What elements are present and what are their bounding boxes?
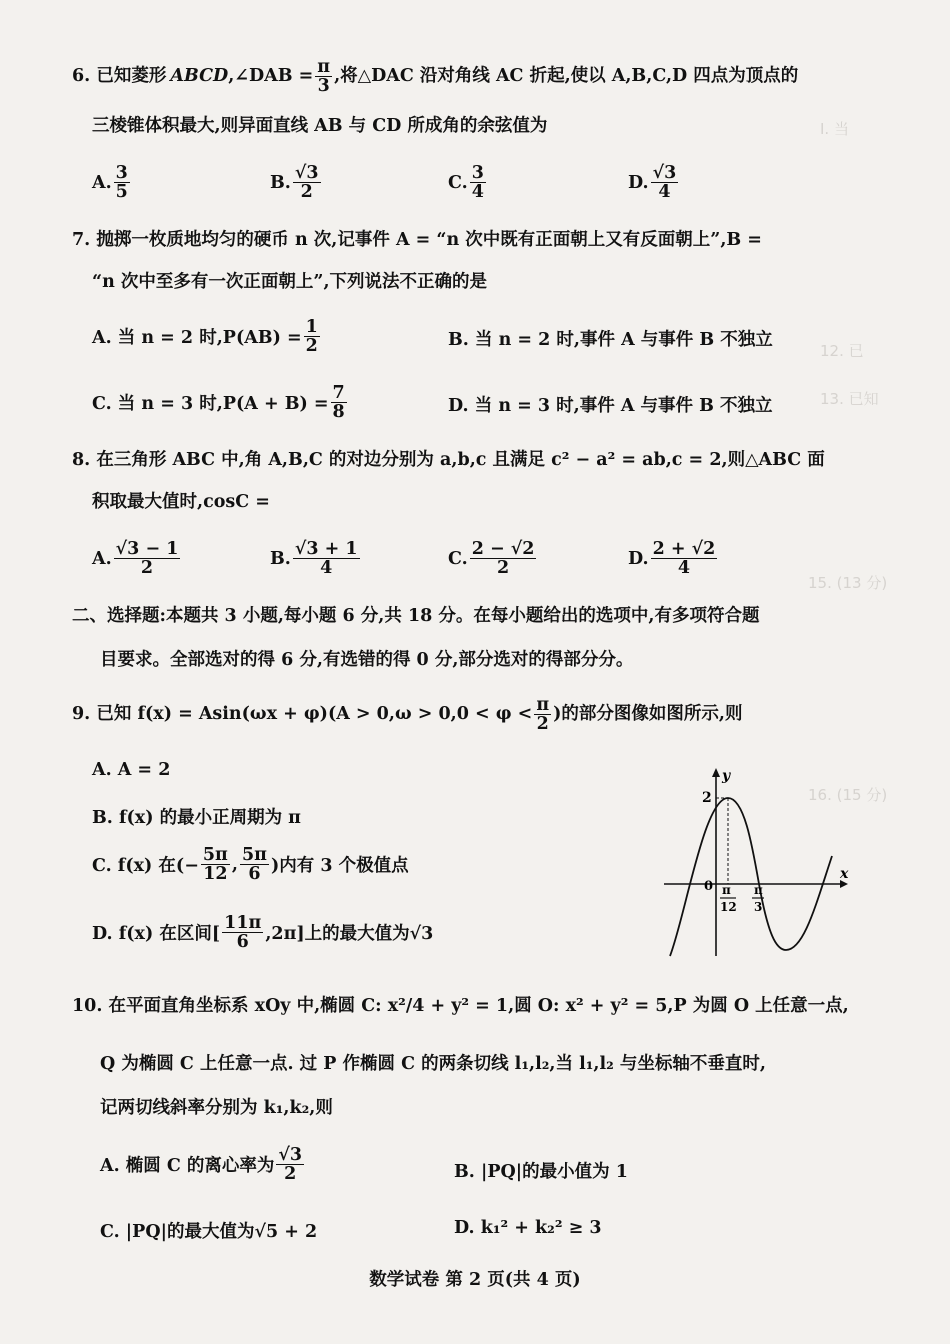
q10-line3: 记两切线斜率分别为 k₁,k₂,则 xyxy=(100,1098,333,1118)
q10-a-den: 2 xyxy=(284,1164,297,1185)
q6-line2: 三棱锥体积最大,则异面直线 AB 与 CD 所成角的余弦值为 xyxy=(92,116,548,136)
q7-a-num: 1 xyxy=(305,317,318,337)
x-tick2-num: π xyxy=(754,883,763,897)
q6-frac-den: 3 xyxy=(317,76,330,97)
y-axis-arrow xyxy=(712,768,720,777)
bleed-through-mark: I. 当 xyxy=(820,120,849,138)
q8-option-label: C. xyxy=(448,548,468,569)
q6-option-label: D. xyxy=(628,172,649,193)
q7-c-den: 8 xyxy=(332,402,345,423)
q10-line1: 10. 在平面直角坐标系 xOy 中,椭圆 C: x²/4 + y² = 1,圆 O: x² + y² = 5,P 为圆 O 上任意一点, xyxy=(72,996,849,1016)
q7-c-text: C. 当 n = 3 时,P(A + B) = xyxy=(92,394,329,415)
q8-option-b[interactable] xyxy=(270,540,362,578)
q9-d-text-a: D. f(x) 在区间[ xyxy=(92,924,221,945)
q9-option-b[interactable]: B. f(x) 的最小正周期为 π xyxy=(92,808,301,828)
q6-option-label: C. xyxy=(448,172,468,193)
q9-frac-den: 2 xyxy=(536,714,549,735)
q7-option-d[interactable]: D. 当 n = 3 时,事件 A 与事件 B 不独立 xyxy=(448,396,773,416)
q6-c-num: 3 xyxy=(471,163,484,183)
q8-option-d[interactable] xyxy=(628,540,719,578)
page-footer: 数学试卷 第 2 页(共 4 页) xyxy=(369,1270,581,1290)
q10-a-num: √3 xyxy=(278,1145,303,1165)
q10-option-a[interactable] xyxy=(100,1146,306,1184)
bleed-through-mark: 15. (13 分) xyxy=(808,574,888,592)
q9-c-den1: 12 xyxy=(203,864,228,885)
q6-abcd: ABCD xyxy=(170,66,229,87)
q7-c-num: 7 xyxy=(332,383,345,403)
y-axis-label: y xyxy=(722,768,731,784)
q9-option-d[interactable] xyxy=(92,914,433,952)
q7-a-den: 2 xyxy=(305,336,318,357)
q6-b-num: √3 xyxy=(294,163,319,183)
q6-frac-num: π xyxy=(317,57,331,77)
q9-text-b: )的部分图像如图所示,则 xyxy=(553,704,743,725)
y-tick-2: 2 xyxy=(702,790,712,806)
q6-c-den: 4 xyxy=(471,182,484,203)
q7-line1: 7. 抛掷一枚质地均匀的硬币 n 次,记事件 A = “n 次中既有正面朝上又有反面朝上”,B = xyxy=(72,230,762,250)
q7-option-a[interactable] xyxy=(92,318,322,356)
x-tick2-den: 3 xyxy=(754,900,763,914)
q8-option-label: B. xyxy=(270,548,291,569)
q8-option-label: A. xyxy=(92,548,112,569)
origin-label: 0 xyxy=(704,879,714,894)
q6-d-num: √3 xyxy=(652,163,677,183)
q7-option-b[interactable]: B. 当 n = 2 时,事件 A 与事件 B 不独立 xyxy=(448,330,773,350)
q8-a-num: √3 − 1 xyxy=(115,539,179,559)
section2-line1: 二、选择题:本题共 3 小题,每小题 6 分,共 18 分。在每小题给出的选项中,有多项符合题 xyxy=(72,606,760,626)
q8-c-den: 2 xyxy=(496,558,510,579)
q9-text-a: 9. 已知 f(x) = Asin(ωx + φ)(A > 0,ω > 0,0 < φ < xyxy=(72,704,533,725)
q6-text-b: ,将△DAC 沿对角线 AC 折起,使以 A,B,C,D 四点为顶点的 xyxy=(334,66,799,87)
bleed-through-mark: 16. (15 分) xyxy=(808,786,888,804)
q9-c-text-a: C. f(x) 在(− xyxy=(92,856,199,877)
x-tick1-den: 12 xyxy=(720,900,737,914)
q6-a-num: 3 xyxy=(115,163,128,183)
q6-option-d[interactable] xyxy=(628,164,680,202)
q9-frac-num: π xyxy=(536,695,550,715)
q9-c-num1: 5π xyxy=(202,845,228,865)
q10-option-d[interactable]: D. k₁² + k₂² ≥ 3 xyxy=(454,1218,602,1238)
q9-c-text-b: )内有 3 个极值点 xyxy=(270,856,409,877)
q9-d-num: 11π xyxy=(224,913,262,933)
bleed-through-mark: 13. 已知 xyxy=(820,390,879,408)
q9-line1 xyxy=(72,696,743,734)
q8-d-num: 2 + √2 xyxy=(652,539,716,559)
q6-option-c[interactable] xyxy=(448,164,488,202)
q6-text-a: 6. 已知菱形 xyxy=(72,66,167,87)
q8-line2-text: 积取最大值时,cosC = xyxy=(92,492,270,512)
q9-d-text-b: ,2π]上的最大值为√3 xyxy=(265,924,434,945)
q7-option-c[interactable] xyxy=(92,384,349,422)
section2-line2: 目要求。全部选对的得 6 分,有选错的得 0 分,部分选对的得部分分。 xyxy=(100,650,634,670)
q9-d-den: 6 xyxy=(236,932,249,953)
q8-line1: 8. 在三角形 ABC 中,角 A,B,C 的对边分别为 a,b,c 且满足 c² − a² = ab,c = 2,则△ABC 面 xyxy=(72,450,825,470)
q6-line1 xyxy=(72,58,798,96)
q9-c-mid: , xyxy=(231,854,238,875)
q8-c-num: 2 − √2 xyxy=(471,539,535,559)
q8-b-num: √3 + 1 xyxy=(294,539,358,559)
q7-line2: “n 次中至多有一次正面朝上”,下列说法不正确的是 xyxy=(92,272,488,292)
bleed-through-mark: 12. 已 xyxy=(820,342,864,360)
q6-option-label: B. xyxy=(270,172,291,193)
q6-fraction xyxy=(315,58,332,96)
q8-b-den: 4 xyxy=(320,558,333,579)
x-tick1-num: π xyxy=(722,883,731,897)
q6-b-den: 2 xyxy=(300,182,313,203)
q10-a-text: A. 椭圆 C 的离心率为 xyxy=(100,1156,275,1177)
sine-graph-figure xyxy=(664,764,854,964)
q10-line2: Q 为椭圆 C 上任意一点. 过 P 作椭圆 C 的两条切线 l₁,l₂,当 l₁,l₂ 与坐标轴不垂直时, xyxy=(100,1054,766,1074)
q8-line2 xyxy=(92,492,270,513)
q9-option-a[interactable]: A. A = 2 xyxy=(92,760,171,780)
q10-option-c[interactable]: C. |PQ|的最大值为√5 + 2 xyxy=(100,1222,318,1242)
q9-option-c[interactable] xyxy=(92,846,409,884)
q10-option-b[interactable]: B. |PQ|的最小值为 1 xyxy=(454,1162,628,1182)
q9-c-num2: 5π xyxy=(241,845,267,865)
q8-option-c[interactable] xyxy=(448,540,538,578)
q8-option-a[interactable] xyxy=(92,540,182,578)
q6-angle: ,∠DAB = xyxy=(228,66,314,87)
q8-option-label: D. xyxy=(628,548,649,569)
q6-a-den: 5 xyxy=(115,182,128,203)
sine-curve xyxy=(670,798,832,956)
q9-c-den2: 6 xyxy=(248,864,261,885)
q8-d-den: 4 xyxy=(677,558,691,579)
q6-option-a[interactable] xyxy=(92,164,132,202)
q7-a-text: A. 当 n = 2 时,P(AB) = xyxy=(92,328,302,349)
q6-d-den: 4 xyxy=(658,182,671,203)
q6-option-label: A. xyxy=(92,172,112,193)
q6-option-b[interactable] xyxy=(270,164,323,202)
x-axis-label: x xyxy=(840,866,849,882)
q8-a-den: 2 xyxy=(140,558,154,579)
